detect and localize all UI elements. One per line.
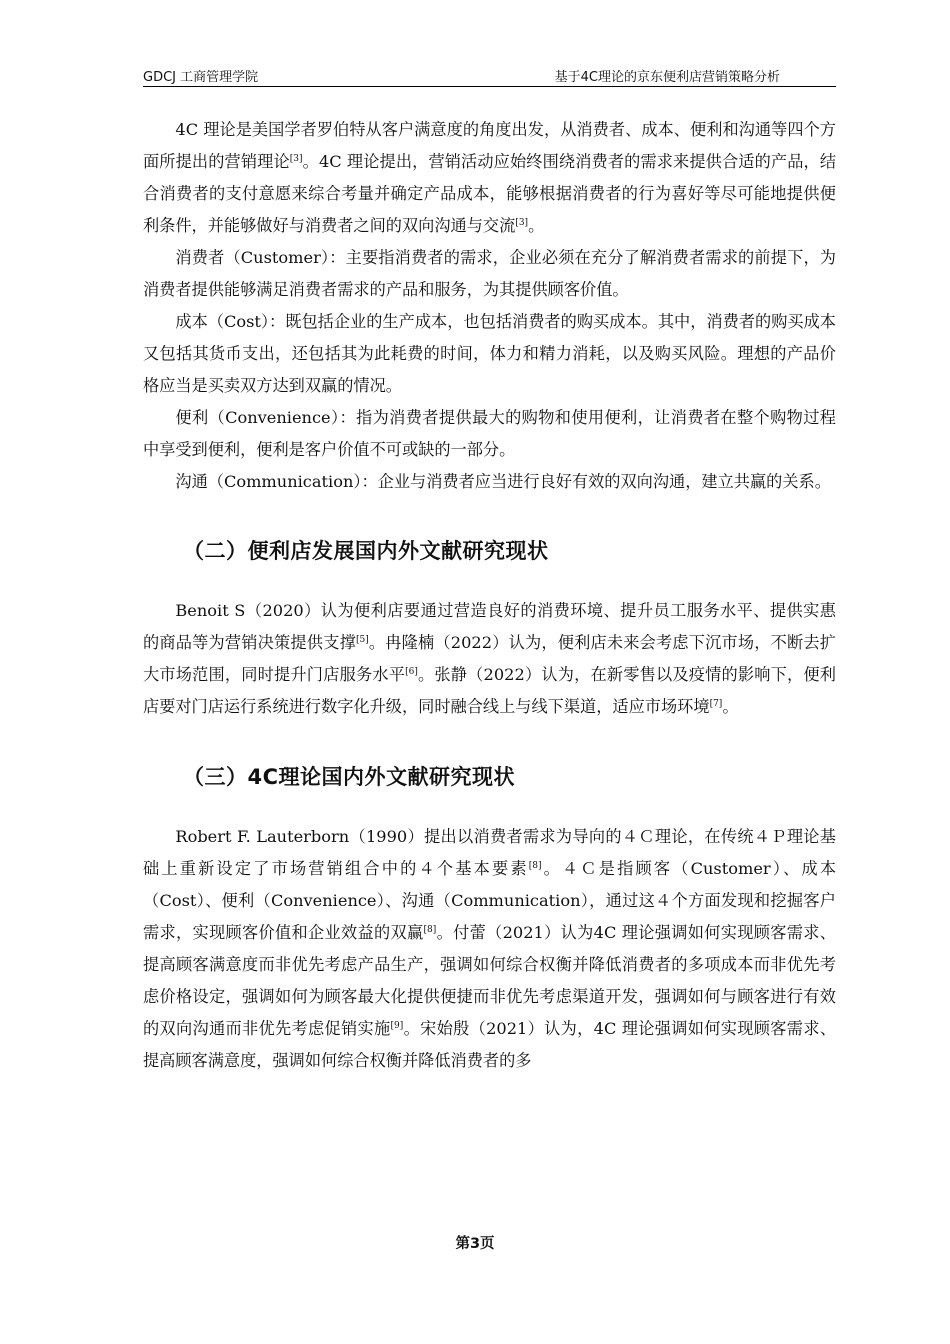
text-run: 沟通（Communication）：企业与消费者应当进行良好有效的双向沟通，建立共赢的关系。 [175,472,831,491]
text-run: 。付蕾（2021）认为4C 理论强调如何实现顾客需求、提高顾客满意度而非优先考虑产品生产，强调如何综合权衡并降低消费者的多项成本而非优先考虑价格设定，强调如何为顾客最大化提供便捷而非优先考虑渠道开发，强调如何与顾客进行有效的双向沟通而非优先考虑促销实施 [143,923,836,1038]
text-run: 便利（Convenience）：指为消费者提供最大的购物和使用便利，让消费者在整个购物过程中享受到便利，便利是客户价值不可或缺的一部分。 [143,408,836,459]
text-run: 。４Ｃ是指顾客（Customer）、成本（Cost）、便利（Convenience）、沟通（Communication），通过这４个方面发现和挖掘客户需求，实现顾客价值和企业效益的双赢 [143,859,837,942]
text-run: 。 [722,697,739,716]
text-run: 。张静（2022）认为，在新零售以及疫情的影响下，便利店要对门店运行系统进行数字化升级，同时融合线上与线下渠道，适应市场环境 [143,665,836,716]
citation-ref: [5] [355,635,369,645]
citation-ref: [6] [405,667,418,677]
text-run: 。冉隆楠（2022）认为，便利店未来会考虑下沉市场，不断去扩大市场范围，同时提升门店服务水平 [143,633,836,684]
text-run: 。4C 理论提出，营销活动应始终围绕消费者的需求来提供合适的产品，结合消费者的支付意愿来综合考量并确定产品成本，能够根据消费者的行为喜好等尽可能地提供便利条件，并能够做好与消费者之间的双向沟通与交流 [143,152,837,235]
page-number: 第3页 [455,1236,495,1252]
paragraph [143,821,836,1077]
paragraph [143,466,836,498]
paragraph [143,402,836,466]
text-run: 成本（Cost）：既包括企业的生产成本，也包括消费者的购买成本。其中，消费者的购买成本又包括其货币支出，还包括其为此耗费的时间，体力和精力消耗，以及购买风险。理想的产品价格应当是买卖双方达到双赢的情况。 [143,312,836,395]
page-body [143,114,836,1077]
citation-ref: [7] [709,699,723,709]
text-run: Robert F. Lauterborn（1990）提出以消费者需求为导向的４Ｃ理论，在传统４Ｐ理论基础上重新设定了市场营销组合中的４个基本要素 [143,827,836,878]
text-run: 消费者（Customer）：主要指消费者的需求，企业必须在充分了解消费者需求的前提下，为消费者提供能够满足消费者需求的产品和服务，为其提供顾客价值。 [143,248,836,299]
text-run: 。 [528,216,545,235]
paragraph [143,306,836,402]
text-run: 4C 理论是美国学者罗伯特从客户满意度的角度出发，从消费者、成本、便利和沟通等四个方面所提出的营销理论 [143,120,836,171]
section-heading-convenience-store: （二）便利店发展国内外文献研究现状 [183,539,549,563]
section-4c-theory-body [143,821,836,1077]
section-heading-4c-theory: （三）4C理论国内外文献研究现状 [183,765,516,789]
citation-ref: [8] [528,861,542,871]
page-header [143,64,836,87]
paragraph [143,242,836,306]
text-run: Benoit S（2020）认为便利店要通过营造良好的消费环境、提升员工服务水平、提供实惠的商品等为营销决策提供支撑 [143,601,836,652]
citation-ref: [3] [515,218,529,228]
citation-ref: [9] [390,1021,404,1031]
header-paper-title: 基于4C理论的京东便利店营销策略分析 [554,70,780,85]
text-run: 。宋始殷（2021）认为，4C 理论强调如何实现顾客需求、提高顾客满意度，强调如何综合权衡并降低消费者的多 [143,1019,837,1070]
header-institute: GDCJ 工商管理学院 [143,70,259,85]
section-convenience-store-body [143,595,836,723]
citation-ref: [3] [289,154,303,164]
intro-paragraphs [143,114,836,498]
paragraph [143,595,836,723]
paragraph [143,114,836,242]
citation-ref: [8] [423,925,437,935]
